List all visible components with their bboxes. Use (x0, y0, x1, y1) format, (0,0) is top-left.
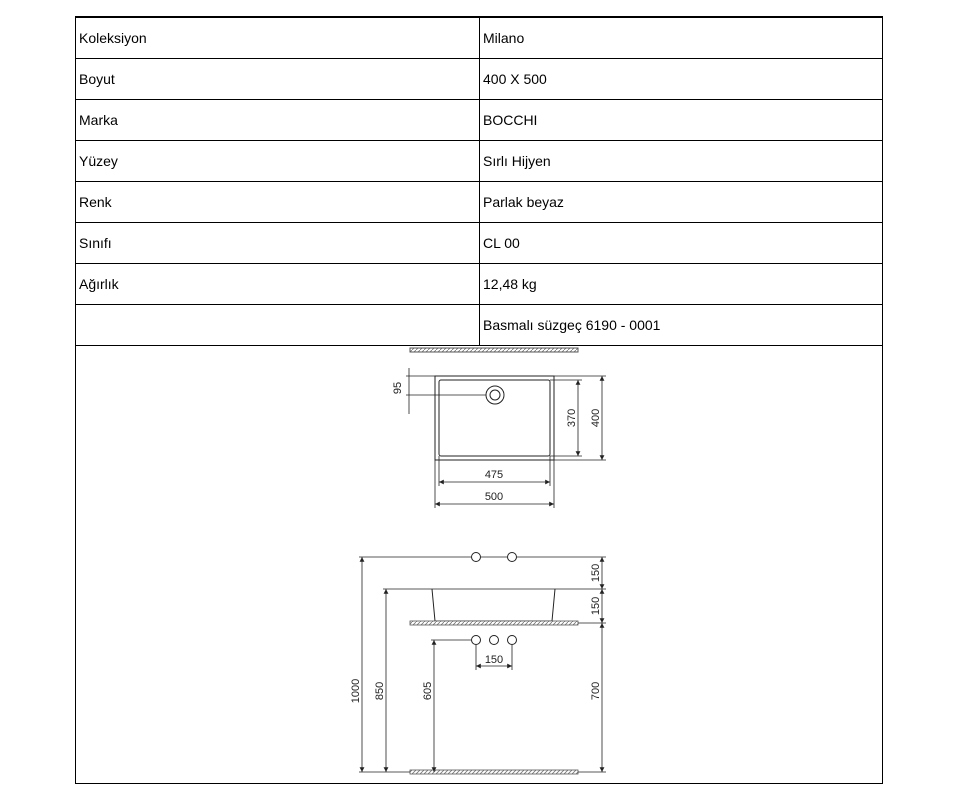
spec-label: Sınıfı (76, 222, 480, 263)
spec-label: Renk (76, 181, 480, 222)
dim-850: 850 (374, 681, 386, 701)
wall-hatch-top (410, 348, 578, 352)
waste-hole-circle (508, 636, 517, 645)
spec-label (76, 304, 480, 345)
spec-label: Marka (76, 99, 480, 140)
dim-150-holes: 150 (484, 654, 504, 666)
spec-value: Basmalı süzgeç 6190 - 0001 (480, 304, 883, 345)
dim-150-basin: 150 (590, 596, 602, 616)
spec-row (76, 304, 883, 345)
dim-500: 500 (484, 491, 504, 503)
technical-drawing (76, 346, 882, 782)
spec-row (76, 181, 883, 222)
drawing-row (76, 345, 883, 783)
spec-value: 12,48 kg (480, 263, 883, 304)
dim-475: 475 (484, 469, 504, 481)
spec-label: Boyut (76, 58, 480, 99)
top-view-dimensions (435, 376, 606, 508)
dim-400: 400 (590, 408, 602, 428)
spec-row (76, 222, 883, 263)
dim-150-top: 150 (590, 563, 602, 583)
basin-profile (432, 589, 555, 621)
basin-outer-outline (435, 376, 554, 460)
top-view (406, 348, 578, 460)
spec-label: Ağırlık (76, 263, 480, 304)
spec-value: Sırlı Hijyen (480, 140, 883, 181)
front-view (359, 553, 606, 775)
spec-value: Milano (480, 17, 883, 58)
tap-hole-circle (472, 553, 481, 562)
dim-605: 605 (422, 681, 434, 701)
spec-row (76, 17, 883, 58)
spec-label: Koleksiyon (76, 17, 480, 58)
countertop-hatch (410, 621, 578, 625)
spec-label: Yüzey (76, 140, 480, 181)
spec-value: 400 X 500 (480, 58, 883, 99)
spec-value: CL 00 (480, 222, 883, 263)
basin-inner-outline (439, 380, 550, 456)
dim-700: 700 (590, 681, 602, 701)
spec-row (76, 140, 883, 181)
spec-row (76, 58, 883, 99)
technical-drawing-cell (76, 345, 883, 783)
floor-hatch (410, 770, 578, 774)
spec-row (76, 263, 883, 304)
spec-row (76, 99, 883, 140)
spec-value: Parlak beyaz (480, 181, 883, 222)
drain-outer-circle (486, 386, 504, 404)
spec-table (75, 16, 883, 784)
tap-hole-circle (508, 553, 517, 562)
dim-370: 370 (566, 408, 578, 428)
waste-hole-circle (490, 636, 499, 645)
dim-95: 95 (392, 381, 404, 395)
drain-inner-circle (490, 390, 500, 400)
dim-1000: 1000 (350, 678, 362, 704)
spec-value: BOCCHI (480, 99, 883, 140)
waste-hole-circle (472, 636, 481, 645)
